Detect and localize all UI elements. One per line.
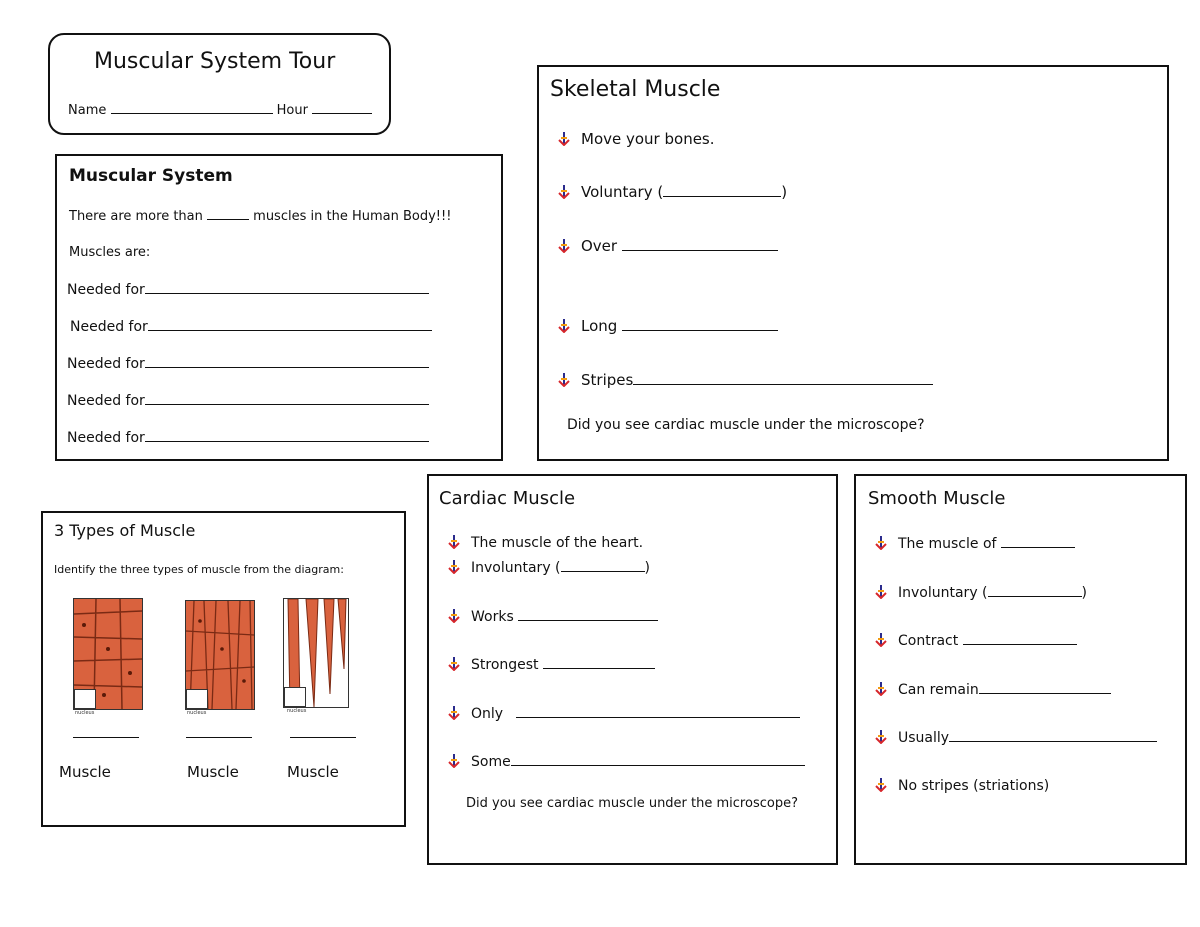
involuntary-field[interactable] bbox=[988, 584, 1082, 597]
smooth-tissue-image bbox=[283, 598, 349, 708]
muscle-count-field[interactable] bbox=[207, 207, 249, 220]
skeletal-item bbox=[557, 237, 778, 255]
skeletal-tissue-image bbox=[73, 598, 143, 710]
skeletal-item bbox=[557, 183, 787, 201]
smooth-item-text: Involuntary ( bbox=[898, 585, 988, 601]
cardiac-question: Did you see cardiac muscle under the microscope? bbox=[466, 796, 798, 811]
needed-for-line bbox=[70, 318, 432, 335]
arrow-bullet-icon bbox=[447, 535, 461, 549]
muscle-type-field[interactable] bbox=[186, 725, 252, 738]
smooth-item-text: ) bbox=[1081, 585, 1087, 601]
involuntary-field[interactable] bbox=[561, 559, 645, 572]
arrow-bullet-icon bbox=[874, 730, 888, 744]
skeletal-item bbox=[557, 317, 778, 335]
needed-for-line bbox=[67, 429, 429, 446]
muscle-type-field[interactable] bbox=[73, 725, 139, 738]
smooth-item bbox=[874, 535, 1075, 552]
smooth-item bbox=[874, 584, 1087, 601]
cardiac-heading: Cardiac Muscle bbox=[439, 488, 576, 509]
cardiac-item-text: Strongest bbox=[471, 657, 539, 673]
cardiac-item bbox=[447, 535, 643, 551]
smooth-item-text: Contract bbox=[898, 633, 959, 649]
smooth-item bbox=[874, 729, 1157, 746]
muscle-label: Muscle bbox=[187, 763, 239, 781]
cardiac-item bbox=[447, 753, 805, 770]
long-field[interactable] bbox=[622, 318, 778, 331]
smooth-item bbox=[874, 632, 1077, 649]
name-field[interactable] bbox=[111, 101, 273, 114]
hour-label: Hour bbox=[276, 103, 308, 118]
muscle-count-post: muscles in the Human Body!!! bbox=[253, 209, 452, 224]
usually-field[interactable] bbox=[949, 729, 1157, 742]
arrow-bullet-icon bbox=[557, 132, 571, 146]
name-line bbox=[68, 101, 372, 118]
arrow-bullet-icon bbox=[557, 185, 571, 199]
cardiac-item bbox=[447, 559, 650, 576]
smooth-item bbox=[874, 778, 1049, 794]
muscle-count-pre: There are more than bbox=[69, 209, 203, 224]
smooth-item-text: Usually bbox=[898, 730, 950, 746]
needed-for-label: Needed for bbox=[67, 430, 145, 446]
arrow-bullet-icon bbox=[447, 560, 461, 574]
needed-for-line bbox=[67, 281, 429, 298]
muscular-system-heading: Muscular System bbox=[69, 166, 233, 186]
skeletal-item-text: Move your bones. bbox=[581, 130, 715, 148]
needed-for-field[interactable] bbox=[145, 392, 429, 405]
muscle-type-field[interactable] bbox=[290, 725, 356, 738]
skeletal-item bbox=[557, 130, 715, 148]
smooth-heading: Smooth Muscle bbox=[868, 488, 1006, 509]
can-remain-field[interactable] bbox=[979, 681, 1111, 694]
cardiac-item bbox=[447, 705, 800, 722]
three-types-instruction: Identify the three types of muscle from the diagram: bbox=[54, 563, 344, 576]
arrow-bullet-icon bbox=[447, 706, 461, 720]
cardiac-item-text: Some bbox=[471, 754, 511, 770]
cardiac-item-text: Involuntary ( bbox=[471, 560, 561, 576]
needed-for-field[interactable] bbox=[145, 281, 429, 294]
arrow-bullet-icon bbox=[557, 373, 571, 387]
skeletal-question: Did you see cardiac muscle under the microscope? bbox=[567, 417, 925, 433]
arrow-bullet-icon bbox=[874, 536, 888, 550]
needed-for-label: Needed for bbox=[67, 393, 145, 409]
arrow-bullet-icon bbox=[874, 585, 888, 599]
arrow-bullet-icon bbox=[557, 239, 571, 253]
three-types-heading: 3 Types of Muscle bbox=[54, 521, 196, 540]
arrow-bullet-icon bbox=[874, 682, 888, 696]
contract-field[interactable] bbox=[963, 632, 1077, 645]
needed-for-line bbox=[67, 392, 429, 409]
skeletal-item-text: Long bbox=[581, 317, 618, 335]
nucleus-inset bbox=[186, 689, 208, 709]
cardiac-item-text: Only bbox=[471, 706, 504, 722]
smooth-item-text: The muscle of bbox=[898, 536, 997, 552]
muscular-system-box bbox=[55, 154, 503, 461]
needed-for-label: Needed for bbox=[67, 282, 145, 298]
muscle-count-line bbox=[69, 207, 451, 224]
nucleus-inset bbox=[74, 689, 96, 709]
skeletal-heading: Skeletal Muscle bbox=[550, 77, 721, 102]
needed-for-field[interactable] bbox=[148, 318, 432, 331]
cardiac-item-text: ) bbox=[644, 560, 650, 576]
skeletal-item-text: Voluntary ( bbox=[581, 183, 664, 201]
muscles-are-label: Muscles are: bbox=[69, 245, 151, 260]
needed-for-label: Needed for bbox=[70, 319, 148, 335]
nucleus-label: nucleus bbox=[75, 710, 95, 716]
arrow-bullet-icon bbox=[447, 754, 461, 768]
some-field[interactable] bbox=[511, 753, 805, 766]
voluntary-field[interactable] bbox=[663, 184, 781, 197]
name-label: Name bbox=[68, 103, 107, 118]
nucleus-inset bbox=[284, 687, 306, 707]
skeletal-item-text: Stripes bbox=[581, 371, 634, 389]
three-types-box bbox=[41, 511, 406, 827]
skeletal-item-text: Over bbox=[581, 237, 618, 255]
title-box bbox=[48, 33, 391, 135]
arrow-bullet-icon bbox=[874, 633, 888, 647]
hour-field[interactable] bbox=[312, 101, 372, 114]
cardiac-tissue-image bbox=[185, 600, 255, 710]
needed-for-line bbox=[67, 355, 429, 372]
cardiac-item bbox=[447, 608, 658, 625]
smooth-item-text: No stripes (striations) bbox=[898, 778, 1050, 794]
cardiac-item bbox=[447, 656, 655, 673]
nucleus-label: nucleus bbox=[187, 710, 207, 716]
smooth-muscle-box bbox=[854, 474, 1187, 865]
arrow-bullet-icon bbox=[447, 657, 461, 671]
needed-for-field[interactable] bbox=[145, 355, 429, 368]
needed-for-label: Needed for bbox=[67, 356, 145, 372]
muscle-label: Muscle bbox=[287, 763, 339, 781]
only-field[interactable] bbox=[516, 705, 800, 718]
stripes-field[interactable] bbox=[633, 372, 933, 385]
muscle-label: Muscle bbox=[59, 763, 111, 781]
strongest-field[interactable] bbox=[543, 656, 655, 669]
over-field[interactable] bbox=[622, 238, 778, 251]
arrow-bullet-icon bbox=[874, 778, 888, 792]
skeletal-item bbox=[557, 371, 933, 389]
needed-for-field[interactable] bbox=[145, 429, 429, 442]
worksheet-title: Muscular System Tour bbox=[94, 49, 336, 74]
cardiac-item-text: The muscle of the heart. bbox=[471, 535, 644, 551]
arrow-bullet-icon bbox=[557, 319, 571, 333]
skeletal-item-text: ) bbox=[781, 183, 788, 201]
smooth-item-text: Can remain bbox=[898, 682, 979, 698]
skeletal-muscle-box bbox=[537, 65, 1169, 461]
cardiac-muscle-box bbox=[427, 474, 838, 865]
cardiac-item-text: Works bbox=[471, 609, 514, 625]
arrow-bullet-icon bbox=[447, 609, 461, 623]
smooth-item bbox=[874, 681, 1111, 698]
muscle-of-field[interactable] bbox=[1001, 535, 1075, 548]
nucleus-label: nucleus bbox=[287, 708, 307, 714]
works-field[interactable] bbox=[518, 608, 658, 621]
